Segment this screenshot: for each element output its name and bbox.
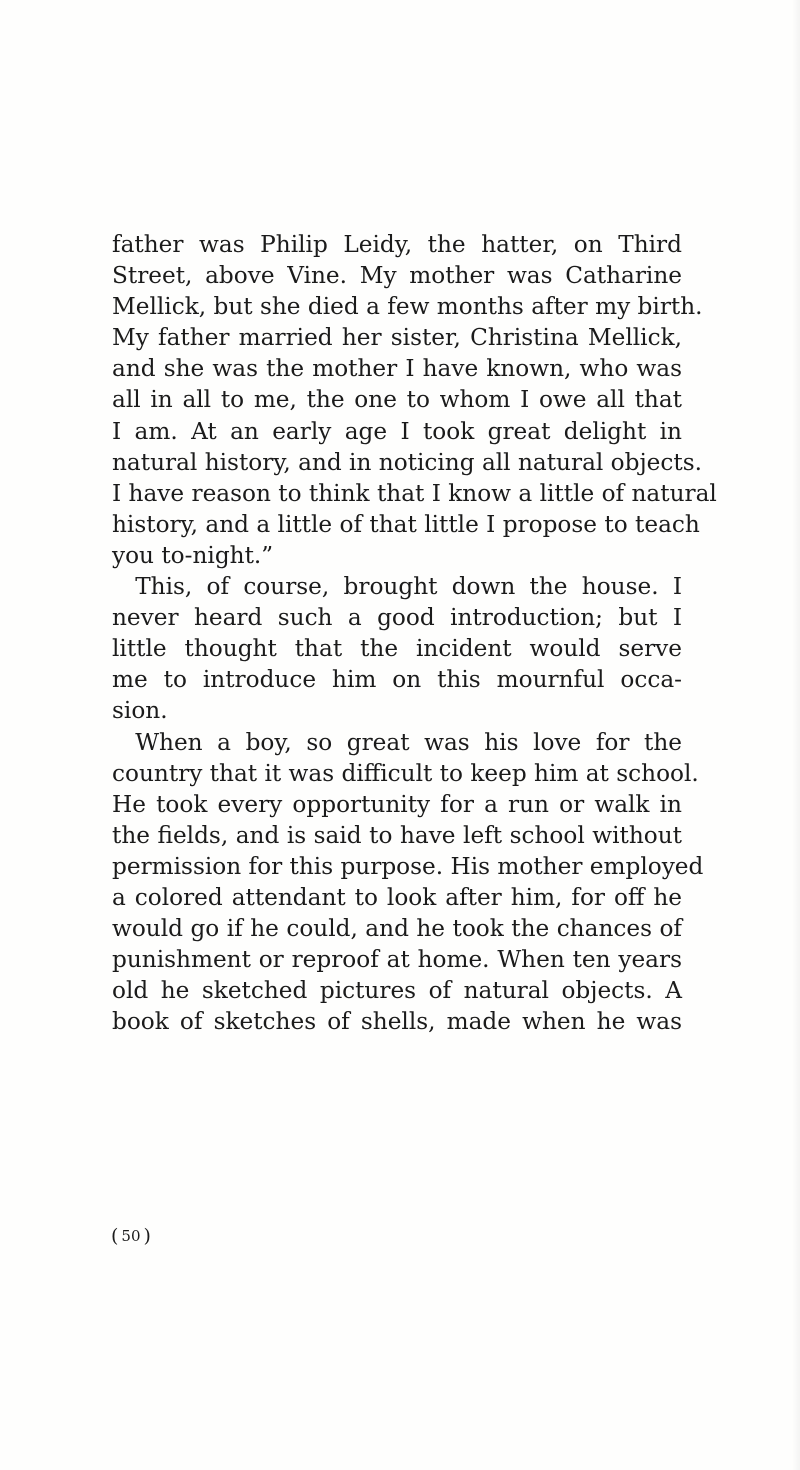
text-line: He took every opportunity for a run or walk in — [112, 790, 682, 818]
folio-close-paren: ) — [143, 1225, 151, 1247]
text-line: me to introduce him on this mournful occa- — [112, 666, 682, 694]
text-line: sion. — [112, 697, 168, 725]
text-line: I am. At an early age I took great delight in — [112, 417, 682, 445]
text-line: Mellick, but she died a few months after my birth. — [112, 293, 703, 321]
text-line: book of sketches of shells, made when he was — [112, 1008, 682, 1036]
text-line: and she was the mother I have known, who was — [112, 355, 682, 383]
text-line: punishment or reproof at home. When ten years — [112, 946, 682, 974]
text-line: country that it was difficult to keep him at school. — [112, 759, 699, 787]
text-line: When a boy, so great was his love for the — [112, 728, 682, 756]
text-line: would go if he could, and he took the chances of — [112, 915, 682, 943]
text-line: old he sketched pictures of natural objects. A — [112, 977, 682, 1005]
text-line: a colored attendant to look after him, for off he — [112, 883, 682, 911]
text-line: little thought that the incident would serve — [112, 635, 682, 663]
text-line: never heard such a good introduction; but I — [112, 604, 682, 632]
page-number — [111, 1225, 151, 1248]
body-text — [112, 229, 717, 1037]
text-line: This, of course, brought down the house. I — [112, 573, 682, 601]
text-line: the fields, and is said to have left school without — [112, 821, 682, 849]
text-line: all in all to me, the one to whom I owe all that — [112, 386, 682, 414]
text-line: permission for this purpose. His mother employed — [112, 852, 704, 880]
text-line: I have reason to think that I know a little of natural — [112, 479, 717, 507]
folio-open-paren: ( — [111, 1225, 119, 1247]
text-line: you to-night.” — [112, 541, 274, 569]
text-line: Street, above Vine. My mother was Catharine — [112, 262, 682, 290]
page-edge-shadow — [792, 0, 800, 1470]
page-number-value: 50 — [121, 1227, 141, 1245]
text-line: natural history, and in noticing all natural objects. — [112, 448, 702, 476]
text-line: father was Philip Leidy, the hatter, on Third — [112, 231, 682, 258]
text-line: My father married her sister, Christina Mellick, — [112, 324, 682, 352]
text-line: history, and a little of that little I propose to teach — [112, 510, 700, 538]
